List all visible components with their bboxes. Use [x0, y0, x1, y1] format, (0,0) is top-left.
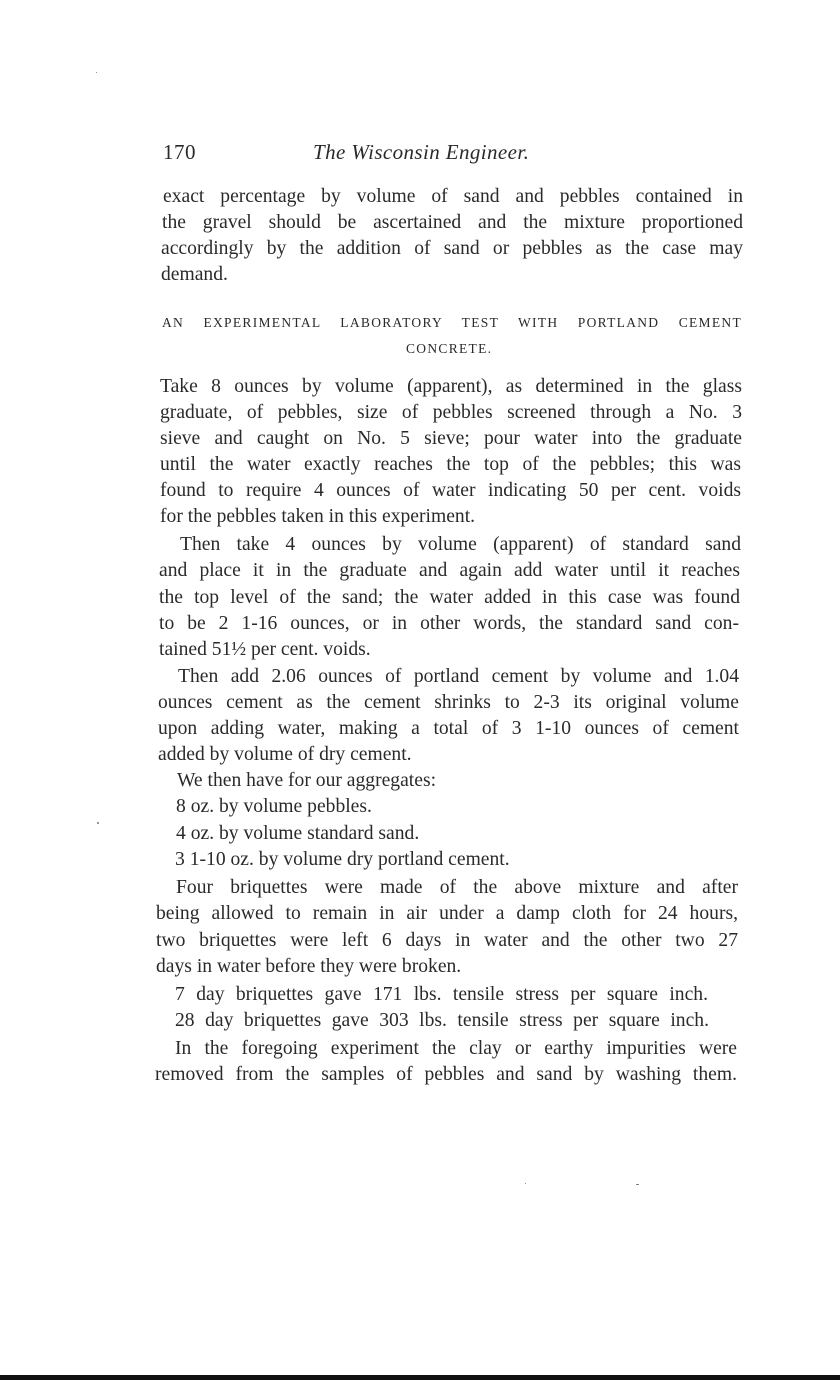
running-title: The Wisconsin Engineer. [313, 140, 530, 164]
text-line: In the foregoing experiment the clay or earthy impurities were [175, 1038, 737, 1059]
text-line: 7 day briquettes gave 171 lbs. tensile stress per square inch. [175, 984, 708, 1005]
text-line: tained 51½ per cent. voids. [159, 639, 371, 660]
text-line: exact percentage by volume of sand and pebbles contained in [163, 186, 743, 207]
section-heading-line2: CONCRETE. [406, 341, 493, 356]
text-line: two briquettes were left 6 days in water and the other two 27 [156, 930, 738, 951]
page-number: 170 [163, 140, 196, 164]
text-line: We then have for our aggregates: [177, 770, 437, 791]
text-line: the top level of the sand; the water added in this case was found [159, 587, 740, 608]
text-line: for the pebbles taken in this experiment. [160, 506, 476, 527]
text-line: Take 8 ounces by volume (apparent), as determined in the glass [160, 376, 742, 397]
scan-speck [96, 72, 97, 73]
text-line: ounces cement as the cement shrinks to 2-3 its original volume [158, 692, 739, 713]
scan-border [0, 1375, 840, 1380]
scan-speck [636, 1184, 639, 1185]
text-line: and place it in the graduate and again add water until it reaches [159, 560, 740, 581]
text-line: found to require 4 ounces of water indicating 50 per cent. voids [160, 480, 741, 501]
text-line: 3 1-10 oz. by volume dry portland cement. [175, 849, 510, 870]
text-line: upon adding water, making a total of 3 1-10 ounces of cement [158, 718, 739, 739]
text-line: demand. [161, 264, 228, 285]
text-line: the gravel should be ascertained and the mixture proportioned [162, 212, 743, 233]
text-line: graduate, of pebbles, size of pebbles screened through a No. 3 [160, 402, 742, 423]
text-line: added by volume of dry cement. [158, 744, 412, 765]
text-line: Then take 4 ounces by volume (apparent) of standard sand [180, 534, 741, 555]
text-line: accordingly by the addition of sand or pebbles as the case may [161, 238, 743, 259]
section-heading-line1: AN EXPERIMENTAL LABORATORY TEST WITH PORTLAND CEMENT [162, 315, 742, 330]
page-header [163, 140, 743, 170]
scan-speck [525, 1183, 526, 1184]
text-line: 28 day briquettes gave 303 lbs. tensile stress per square inch. [175, 1010, 709, 1031]
text-line: days in water before they were broken. [156, 956, 462, 977]
scan-speck [97, 822, 99, 824]
text-line: 8 oz. by volume pebbles. [176, 796, 372, 817]
text-line: Then add 2.06 ounces of portland cement by volume and 1.04 [178, 666, 739, 687]
text-line: Four briquettes were made of the above mixture and after [176, 877, 738, 898]
text-line: removed from the samples of pebbles and sand by washing them. [155, 1064, 737, 1085]
text-line: sieve and caught on No. 5 sieve; pour water into the graduate [160, 428, 742, 449]
text-line: 4 oz. by volume standard sand. [176, 823, 420, 844]
text-line: to be 2 1-16 ounces, or in other words, the standard sand con- [159, 613, 739, 634]
text-line: until the water exactly reaches the top of the pebbles; this was [160, 454, 741, 475]
text-line: being allowed to remain in air under a damp cloth for 24 hours, [156, 903, 738, 924]
